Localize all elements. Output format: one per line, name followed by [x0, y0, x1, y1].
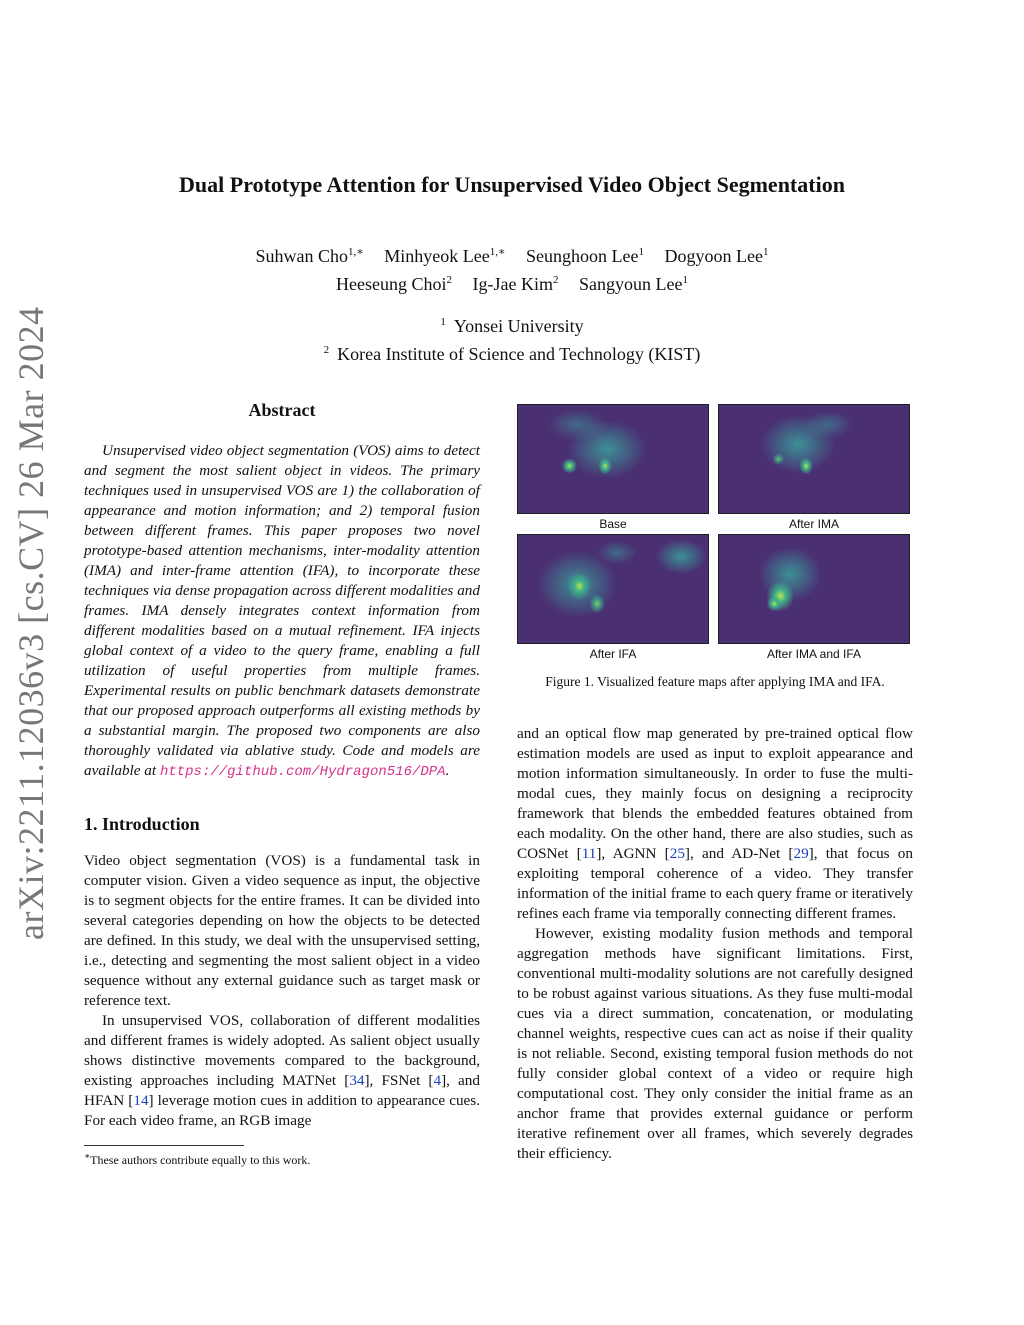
abstract-text: Unsupervised video object segmentation (VOS) aims to detect and segment the most salient object in videos. The primary techniques used in unsupervised VOS are 1) the collaboration of appearance and motion information; and 2) temporal fusion between different frames. This paper proposes two novel prototype-based attention mechanisms, inter-modality attention (IMA) and inter-frame attention (IFA), to incorporate these techniques via dense propagation across different modalities and frames. IMA densely integrates context information from different modalities based on a mutual refinement. IFA injects global context of a video to the query frame, enabling a full utilization of useful properties from multiple frames. Experimental results on public benchmark datasets demonstrate that our proposed approach outperforms all existing methods by a substantial margin. The proposed two components are also thoroughly validated via ablative study. Code and models are available at https://github.com/Hydragon516/DPA. [84, 442, 480, 780]
figure-panel-label: Base [599, 517, 627, 531]
feature-map-image [517, 404, 709, 514]
right-text [517, 724, 913, 1164]
author: Seunghoon Lee$^1$ [525, 246, 644, 266]
feature-map-image [718, 534, 910, 644]
footnote: ∗These authors contribute equally to this work. [84, 1151, 311, 1167]
author: Ig-Jae Kim$^2$ [472, 274, 559, 294]
author: Dogyoon Lee$^1$ [664, 246, 769, 266]
intro-paragraph-1: Video object segmentation (VOS) is a fundamental task in computer vision. Given a video sequence as input, the objective is to segment objects for the entire frames. It can be divided into several categories depending on how the objects to be detected are defined. In this study, we deal with the unsupervised setting, i.e., detecting and segmenting the most salient object in a video sequence without any external guidance such as target mask or reference text. [84, 852, 480, 1009]
author: Suhwan Cho$^{1,∗}$ [255, 246, 364, 266]
citation-link[interactable]: 4 [433, 1072, 442, 1089]
intro-paragraph-2: In unsupervised VOS, collaboration of different modalities and different frames is widely adopted. As salient object usually shows distinctive movements compared to the background, existing approaches including MATNet [34], FSNet [4], and HFAN [14] leverage motion cues in addition to appearance cues. For each video frame, an RGB image [84, 1012, 480, 1129]
right-paragraph-1: and an optical flow map generated by pre-trained optical flow estimation models are used as input to exploit appearance and motion information simultaneously. In order to fuse the multi-modal cues, they mainly focus on designing a reciprocity framework that blends the embedded features obtained from each modality. On the other hand, there are also studies, such as COSNet [11], AGNN [25], and AD-Net [29], that focus on exploiting temporal coherence of a video. They transfer information of the initial frame to each query frame or iteratively refines each frame via temporally connecting different frames. [517, 725, 913, 922]
feature-map-image [718, 404, 910, 514]
figure-caption: Figure 1. Visualized feature maps after applying IMA and IFA. [545, 674, 885, 689]
citation-link[interactable]: 11 [581, 845, 597, 862]
figure-panel [718, 404, 910, 534]
figure-panel-label: After IFA [589, 647, 637, 661]
affiliation: $^1$ Yonsei University [440, 316, 584, 336]
figure-panel [517, 404, 709, 534]
affiliation: $^2$ Korea Institute of Science and Technology (KIST) [323, 344, 701, 364]
author: Sangyoun Lee$^1$ [578, 274, 688, 294]
author: Heeseung Choi$^2$ [336, 274, 452, 294]
arxiv-stamp: arXiv:2211.12036v3 [cs.CV] 26 Mar 2024 [11, 306, 51, 940]
figure-panel-label: After IMA [788, 517, 839, 531]
citation-link[interactable]: 25 [669, 845, 685, 862]
figure-panel [517, 534, 709, 664]
abstract-heading: Abstract [248, 400, 316, 420]
citation-link[interactable]: 14 [133, 1092, 149, 1109]
affiliations [0, 310, 1024, 366]
code-link[interactable]: https://github.com/Hydragon516/DPA [159, 764, 446, 780]
author-line-2 [0, 268, 1024, 296]
author-list [0, 240, 1024, 296]
figure-grid [517, 404, 913, 664]
paper-title: Dual Prototype Attention for Unsupervised Video Object Segmentation [179, 172, 845, 197]
author-line-1 [0, 240, 1024, 268]
author: Minhyeok Lee$^{1,∗}$ [384, 246, 506, 266]
feature-map-image [517, 534, 709, 644]
figure-panel-label: After IMA and IFA [766, 647, 862, 661]
left-column [84, 400, 480, 1168]
figure-1 [517, 404, 913, 690]
right-column [517, 404, 913, 1164]
citation-link[interactable]: 29 [793, 845, 809, 862]
figure-panel [718, 534, 910, 664]
section-heading-introduction: 1. Introduction [84, 814, 200, 834]
footnote-rule [84, 1145, 244, 1146]
citation-link[interactable]: 34 [349, 1072, 365, 1089]
right-paragraph-2: However, existing modality fusion methods and temporal aggregation methods have significant limitations. First, conventional multi-modality solutions are not carefully designed to be robust against various situations. As they fuse multi-modal cues via a direct summation, concatenation, or modulating channel weights, respective cues can act as noise if their quality is not reliable. Second, existing temporal fusion methods do not fully consider global context of a video or require high computational cost. They only consider the initial frame as an anchor frame that provides external guidance or perform iterative refinement over all frames, which severely degrades their efficiency. [517, 925, 913, 1162]
